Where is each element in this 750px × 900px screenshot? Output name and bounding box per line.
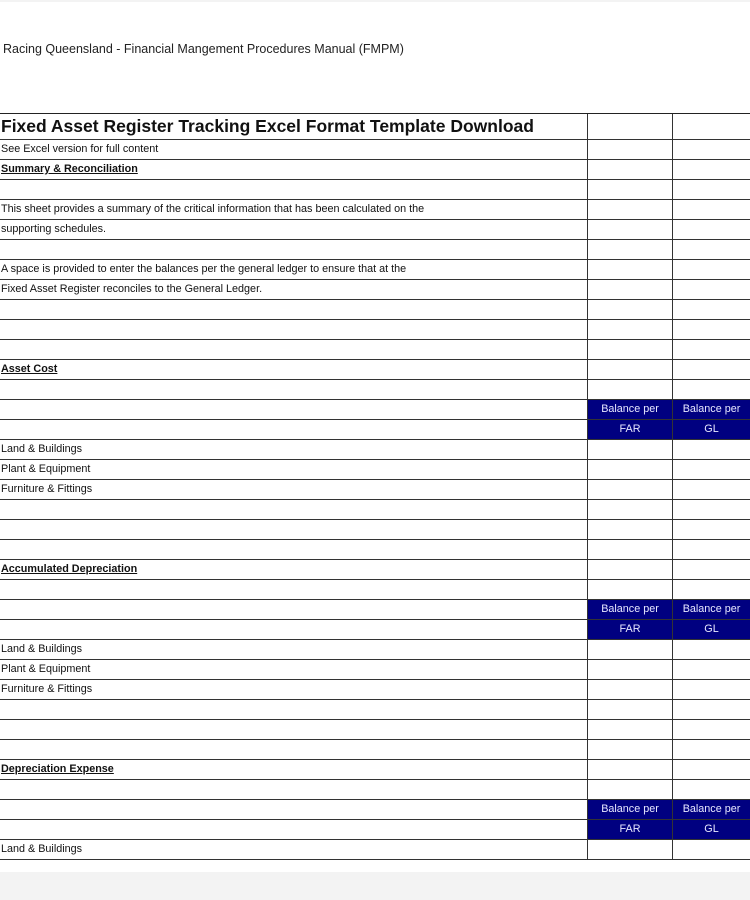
gl-header-bottom: GL — [673, 620, 750, 639]
cell[interactable] — [673, 160, 750, 179]
cell[interactable] — [673, 520, 750, 539]
gl-header-top: Balance per — [673, 400, 750, 419]
cell[interactable] — [673, 740, 750, 759]
empty-cell[interactable] — [0, 620, 588, 639]
cell[interactable] — [588, 540, 673, 559]
empty-cell[interactable] — [0, 420, 588, 439]
empty-cell[interactable] — [0, 500, 588, 519]
gl-value-cell[interactable] — [673, 460, 750, 479]
spreadsheet-table — [0, 113, 750, 860]
paragraph-line: Fixed Asset Register reconciles to the General Ledger. — [0, 280, 588, 299]
cell[interactable] — [673, 360, 750, 379]
note-text: See Excel version for full content — [0, 140, 588, 159]
cell[interactable] — [588, 160, 673, 179]
far-value-cell[interactable] — [588, 660, 673, 679]
table-row — [0, 580, 750, 600]
cell[interactable] — [588, 200, 673, 219]
far-header-bottom: FAR — [588, 820, 673, 839]
table-row — [0, 320, 750, 340]
cell[interactable] — [588, 140, 673, 159]
cell[interactable] — [673, 180, 750, 199]
cell[interactable] — [588, 240, 673, 259]
cell[interactable] — [588, 260, 673, 279]
table-row — [0, 720, 750, 740]
cell[interactable] — [588, 180, 673, 199]
cell[interactable] — [588, 520, 673, 539]
empty-cell[interactable] — [0, 300, 588, 319]
table-row — [0, 240, 750, 260]
document-page — [0, 2, 750, 872]
cell[interactable] — [673, 260, 750, 279]
table-row — [0, 200, 750, 220]
empty-cell[interactable] — [0, 580, 588, 599]
empty-cell[interactable] — [0, 240, 588, 259]
column-header-row — [0, 620, 750, 640]
gl-value-cell[interactable] — [673, 640, 750, 659]
cell[interactable] — [673, 560, 750, 579]
far-header-top: Balance per — [588, 600, 673, 619]
table-row — [0, 260, 750, 280]
column-header-row — [0, 600, 750, 620]
cell[interactable] — [673, 580, 750, 599]
cell[interactable] — [588, 280, 673, 299]
row-label: Furniture & Fittings — [0, 480, 588, 499]
empty-cell[interactable] — [0, 780, 588, 799]
table-row — [0, 300, 750, 320]
column-header-row — [0, 420, 750, 440]
gl-value-cell[interactable] — [673, 840, 750, 859]
cell[interactable] — [673, 700, 750, 719]
empty-cell[interactable] — [0, 520, 588, 539]
cell[interactable] — [673, 280, 750, 299]
table-row — [0, 220, 750, 240]
gl-header-top: Balance per — [673, 800, 750, 819]
cell[interactable] — [588, 380, 673, 399]
far-value-cell[interactable] — [588, 480, 673, 499]
cell[interactable] — [673, 780, 750, 799]
empty-cell[interactable] — [0, 800, 588, 819]
cell[interactable] — [588, 780, 673, 799]
cell[interactable] — [673, 200, 750, 219]
far-value-cell[interactable] — [588, 460, 673, 479]
table-row — [0, 280, 750, 300]
table-row — [0, 460, 750, 480]
cell[interactable] — [588, 320, 673, 339]
row-label: Plant & Equipment — [0, 660, 588, 679]
table-row — [0, 760, 750, 780]
title-row — [0, 114, 750, 140]
cell[interactable] — [588, 220, 673, 239]
table-row — [0, 380, 750, 400]
table-row — [0, 840, 750, 860]
gl-value-cell[interactable] — [673, 660, 750, 679]
far-header-top: Balance per — [588, 800, 673, 819]
table-row — [0, 520, 750, 540]
row-label: Land & Buildings — [0, 640, 588, 659]
gl-value-cell[interactable] — [673, 440, 750, 459]
cell[interactable] — [673, 300, 750, 319]
row-label: Furniture & Fittings — [0, 680, 588, 699]
cell[interactable] — [588, 560, 673, 579]
column-header-row — [0, 820, 750, 840]
sheet-title: Fixed Asset Register Tracking Excel Format Template Download — [0, 114, 588, 139]
table-row — [0, 780, 750, 800]
cell[interactable] — [673, 720, 750, 739]
cell[interactable] — [673, 240, 750, 259]
table-row — [0, 540, 750, 560]
cell[interactable] — [588, 114, 673, 139]
cell[interactable] — [588, 360, 673, 379]
paragraph-line: A space is provided to enter the balances per the general ledger to ensure that at the — [0, 260, 588, 279]
cell[interactable] — [588, 740, 673, 759]
table-row — [0, 340, 750, 360]
cell[interactable] — [673, 140, 750, 159]
cell[interactable] — [588, 700, 673, 719]
cell[interactable] — [673, 114, 750, 139]
paragraph-line: supporting schedules. — [0, 220, 588, 239]
table-row — [0, 740, 750, 760]
document-header: Racing Queensland - Financial Mangement Procedures Manual (FMPM) — [3, 42, 404, 56]
far-value-cell[interactable] — [588, 680, 673, 699]
cell[interactable] — [673, 500, 750, 519]
gl-header-bottom: GL — [673, 820, 750, 839]
far-value-cell[interactable] — [588, 640, 673, 659]
cell[interactable] — [588, 760, 673, 779]
empty-cell[interactable] — [0, 600, 588, 619]
cell[interactable] — [673, 320, 750, 339]
table-row — [0, 640, 750, 660]
cell[interactable] — [588, 500, 673, 519]
table-row — [0, 700, 750, 720]
row-label: Land & Buildings — [0, 440, 588, 459]
cell[interactable] — [588, 580, 673, 599]
table-row — [0, 680, 750, 700]
gl-header-top: Balance per — [673, 600, 750, 619]
empty-cell[interactable] — [0, 320, 588, 339]
column-header-row — [0, 400, 750, 420]
cell[interactable] — [588, 720, 673, 739]
far-header-bottom: FAR — [588, 620, 673, 639]
empty-cell[interactable] — [0, 340, 588, 359]
empty-cell[interactable] — [0, 180, 588, 199]
empty-cell[interactable] — [0, 820, 588, 839]
table-row — [0, 140, 750, 160]
column-header-row — [0, 800, 750, 820]
gl-value-cell[interactable] — [673, 480, 750, 499]
table-row — [0, 180, 750, 200]
row-label: Land & Buildings — [0, 840, 588, 859]
empty-cell[interactable] — [0, 380, 588, 399]
empty-cell[interactable] — [0, 700, 588, 719]
far-header-bottom: FAR — [588, 420, 673, 439]
summary-heading: Summary & Reconciliation — [0, 160, 588, 179]
empty-cell[interactable] — [0, 400, 588, 419]
table-row — [0, 480, 750, 500]
far-value-cell[interactable] — [588, 840, 673, 859]
row-label: Plant & Equipment — [0, 460, 588, 479]
gl-header-bottom: GL — [673, 420, 750, 439]
cell[interactable] — [673, 760, 750, 779]
table-row — [0, 560, 750, 580]
section-heading-asset-cost: Asset Cost — [0, 360, 588, 379]
section-heading-accumulated-depreciation: Accumulated Depreciation — [0, 560, 588, 579]
cell[interactable] — [673, 220, 750, 239]
table-row — [0, 660, 750, 680]
empty-cell[interactable] — [0, 740, 588, 759]
table-row — [0, 440, 750, 460]
empty-cell[interactable] — [0, 720, 588, 739]
far-header-top: Balance per — [588, 400, 673, 419]
cell[interactable] — [673, 380, 750, 399]
gl-value-cell[interactable] — [673, 680, 750, 699]
cell[interactable] — [673, 340, 750, 359]
far-value-cell[interactable] — [588, 440, 673, 459]
paragraph-line: This sheet provides a summary of the critical information that has been calculated on the — [0, 200, 588, 219]
section-heading-depreciation-expense: Depreciation Expense — [0, 760, 588, 779]
cell[interactable] — [673, 540, 750, 559]
cell[interactable] — [588, 340, 673, 359]
table-row — [0, 160, 750, 180]
table-row — [0, 360, 750, 380]
empty-cell[interactable] — [0, 540, 588, 559]
cell[interactable] — [588, 300, 673, 319]
table-row — [0, 500, 750, 520]
